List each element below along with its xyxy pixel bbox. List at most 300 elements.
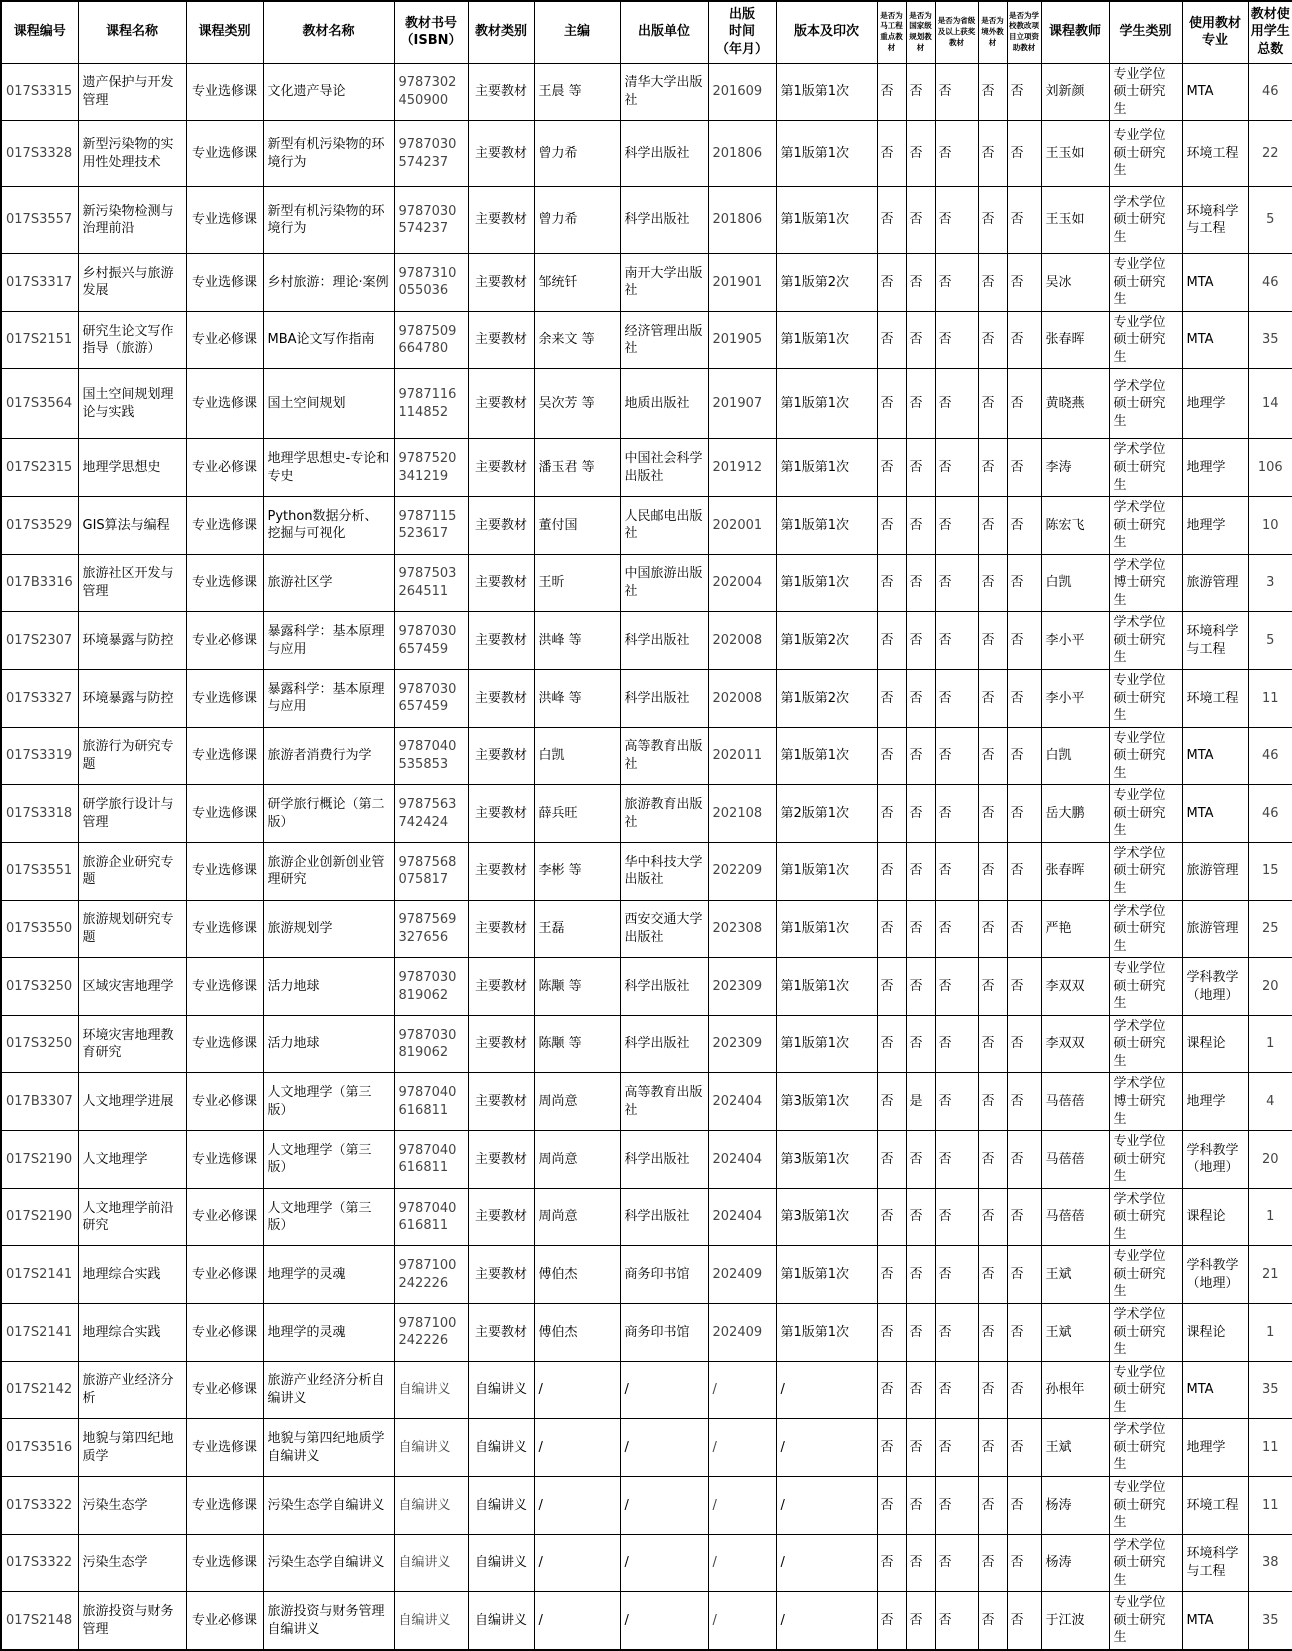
cell-teacher: 马蓓蓓	[1041, 1131, 1109, 1189]
cell-q_national_plan: 否	[906, 1476, 935, 1534]
cell-q_national_plan: 否	[906, 1534, 935, 1592]
cell-edition: 第3版第1次	[776, 1073, 877, 1131]
cell-q_overseas: 否	[978, 439, 1007, 497]
cell-q_reform_fund: 否	[1007, 1534, 1041, 1592]
cell-course_type: 专业必修课	[186, 612, 263, 670]
cell-q_overseas: 否	[978, 1015, 1007, 1073]
cell-teacher: 白凯	[1041, 554, 1109, 612]
cell-total: 5	[1248, 612, 1292, 670]
cell-major: MTA	[1182, 1592, 1248, 1650]
cell-isbn: 9787030819062	[394, 958, 468, 1016]
cell-book_name: 文化遗产导论	[263, 63, 394, 121]
table-row	[1, 369, 1292, 439]
cell-q_award: 否	[935, 63, 978, 121]
cell-isbn: 自编讲义	[394, 1592, 468, 1650]
cell-major: 环境科学与工程	[1182, 187, 1248, 254]
table-row	[1, 63, 1292, 121]
cell-q_award: 否	[935, 900, 978, 958]
table-row	[1, 1476, 1292, 1534]
cell-book_type: 主要教材	[468, 187, 534, 254]
cell-teacher: 王玉如	[1041, 187, 1109, 254]
cell-student_type: 专业学位硕士研究生	[1109, 1476, 1182, 1534]
cell-q_overseas: 否	[978, 1361, 1007, 1419]
cell-teacher: 李双双	[1041, 958, 1109, 1016]
cell-editor: 王晨 等	[534, 63, 620, 121]
cell-code: 017S2307	[1, 612, 78, 670]
cell-publisher: 高等教育出版社	[620, 727, 708, 785]
cell-teacher: 张春晖	[1041, 311, 1109, 369]
cell-course_name: 污染生态学	[78, 1534, 186, 1592]
cell-q_award: 否	[935, 1361, 978, 1419]
cell-code: 017S3529	[1, 497, 78, 555]
cell-isbn: 9787115523617	[394, 497, 468, 555]
cell-publisher: 科学出版社	[620, 121, 708, 187]
cell-isbn: 9787302450900	[394, 63, 468, 121]
cell-publisher: /	[620, 1419, 708, 1477]
cell-book_name: 研学旅行概论（第二版）	[263, 785, 394, 843]
cell-teacher: 杨涛	[1041, 1534, 1109, 1592]
cell-q_overseas: 否	[978, 497, 1007, 555]
cell-major: MTA	[1182, 727, 1248, 785]
cell-edition: /	[776, 1419, 877, 1477]
cell-book_name: 暴露科学：基本原理与应用	[263, 612, 394, 670]
cell-code: 017S3250	[1, 958, 78, 1016]
cell-q_overseas: 否	[978, 254, 1007, 312]
cell-course_type: 专业选修课	[186, 187, 263, 254]
cell-code: 017S3328	[1, 121, 78, 187]
cell-q_award: 否	[935, 369, 978, 439]
cell-q_overseas: 否	[978, 612, 1007, 670]
cell-publisher: 经济管理出版社	[620, 311, 708, 369]
cell-edition: 第1版第1次	[776, 311, 877, 369]
cell-book_name: 暴露科学：基本原理与应用	[263, 669, 394, 727]
cell-isbn: 9787030819062	[394, 1015, 468, 1073]
cell-q_award: 否	[935, 669, 978, 727]
cell-course_name: 环境灾害地理教育研究	[78, 1015, 186, 1073]
cell-book_type: 自编讲义	[468, 1361, 534, 1419]
cell-total: 21	[1248, 1246, 1292, 1304]
cell-book_type: 主要教材	[468, 1246, 534, 1304]
cell-q_award: 否	[935, 1534, 978, 1592]
cell-code: 017S3516	[1, 1419, 78, 1477]
cell-book_type: 主要教材	[468, 958, 534, 1016]
cell-q_overseas: 否	[978, 958, 1007, 1016]
cell-student_type: 学术学位硕士研究生	[1109, 1419, 1182, 1477]
cell-book_name: 新型有机污染物的环境行为	[263, 187, 394, 254]
cell-q_national_plan: 否	[906, 1419, 935, 1477]
cell-total: 10	[1248, 497, 1292, 555]
cell-course_name: 人文地理学	[78, 1131, 186, 1189]
cell-q_award: 否	[935, 1246, 978, 1304]
cell-major: 地理学	[1182, 369, 1248, 439]
cell-q_ma_project: 否	[877, 900, 906, 958]
cell-q_national_plan: 否	[906, 1304, 935, 1362]
cell-course_type: 专业选修课	[186, 1015, 263, 1073]
cell-q_reform_fund: 否	[1007, 785, 1041, 843]
cell-edition: 第1版第2次	[776, 669, 877, 727]
cell-student_type: 学术学位博士研究生	[1109, 1073, 1182, 1131]
cell-q_award: 否	[935, 311, 978, 369]
cell-student_type: 专业学位硕士研究生	[1109, 958, 1182, 1016]
cell-isbn: 9787100242226	[394, 1246, 468, 1304]
cell-editor: /	[534, 1419, 620, 1477]
table-row	[1, 785, 1292, 843]
cell-code: 017S2315	[1, 439, 78, 497]
cell-edition: 第1版第1次	[776, 187, 877, 254]
cell-course_type: 专业选修课	[186, 727, 263, 785]
cell-course_name: 旅游行为研究专题	[78, 727, 186, 785]
cell-q_ma_project: 否	[877, 669, 906, 727]
cell-book_type: 主要教材	[468, 63, 534, 121]
cell-q_award: 否	[935, 187, 978, 254]
cell-student_type: 学术学位硕士研究生	[1109, 1188, 1182, 1246]
cell-q_reform_fund: 否	[1007, 554, 1041, 612]
cell-edition: 第1版第2次	[776, 254, 877, 312]
cell-q_award: 否	[935, 1015, 978, 1073]
cell-q_reform_fund: 否	[1007, 842, 1041, 900]
cell-course_type: 专业选修课	[186, 1419, 263, 1477]
cell-q_national_plan: 否	[906, 254, 935, 312]
cell-edition: 第1版第1次	[776, 1246, 877, 1304]
cell-major: 环境科学与工程	[1182, 1534, 1248, 1592]
cell-q_overseas: 否	[978, 187, 1007, 254]
table-row	[1, 554, 1292, 612]
cell-code: 017S2142	[1, 1361, 78, 1419]
cell-total: 106	[1248, 439, 1292, 497]
cell-student_type: 学术学位硕士研究生	[1109, 900, 1182, 958]
table-row	[1, 900, 1292, 958]
cell-editor: 周尚意	[534, 1131, 620, 1189]
cell-q_overseas: 否	[978, 785, 1007, 843]
cell-q_ma_project: 否	[877, 121, 906, 187]
cell-pub_date: /	[708, 1476, 776, 1534]
cell-student_type: 学术学位硕士研究生	[1109, 1304, 1182, 1362]
cell-student_type: 专业学位硕士研究生	[1109, 1361, 1182, 1419]
column-header-total: 教材使 用学生 总数	[1248, 1, 1292, 63]
cell-q_award: 否	[935, 727, 978, 785]
cell-book_name: MBA论文写作指南	[263, 311, 394, 369]
cell-pub_date: 202409	[708, 1246, 776, 1304]
cell-q_reform_fund: 否	[1007, 369, 1041, 439]
cell-major: MTA	[1182, 311, 1248, 369]
cell-course_type: 专业选修课	[186, 1534, 263, 1592]
cell-edition: 第1版第1次	[776, 958, 877, 1016]
cell-course_name: GIS算法与编程	[78, 497, 186, 555]
cell-book_name: 旅游企业创新创业管理研究	[263, 842, 394, 900]
cell-edition: 第1版第1次	[776, 121, 877, 187]
cell-isbn: 自编讲义	[394, 1534, 468, 1592]
cell-course_type: 专业选修课	[186, 1131, 263, 1189]
column-header-course_type: 课程类别	[186, 1, 263, 63]
cell-publisher: 科学出版社	[620, 187, 708, 254]
cell-isbn: 9787116114852	[394, 369, 468, 439]
cell-q_reform_fund: 否	[1007, 900, 1041, 958]
cell-course_name: 污染生态学	[78, 1476, 186, 1534]
cell-edition: /	[776, 1361, 877, 1419]
cell-total: 5	[1248, 187, 1292, 254]
cell-course_name: 旅游社区开发与管理	[78, 554, 186, 612]
cell-code: 017S2190	[1, 1188, 78, 1246]
cell-course_name: 旅游投资与财务管理	[78, 1592, 186, 1650]
cell-q_reform_fund: 否	[1007, 63, 1041, 121]
cell-total: 11	[1248, 669, 1292, 727]
column-header-pub_date: 出版 时间 （年月）	[708, 1, 776, 63]
cell-course_type: 专业选修课	[186, 900, 263, 958]
cell-course_name: 新污染物检测与治理前沿	[78, 187, 186, 254]
cell-q_ma_project: 否	[877, 187, 906, 254]
cell-q_award: 否	[935, 1592, 978, 1650]
cell-q_ma_project: 否	[877, 958, 906, 1016]
cell-code: 017S3322	[1, 1534, 78, 1592]
cell-pub_date: 202004	[708, 554, 776, 612]
cell-q_overseas: 否	[978, 727, 1007, 785]
cell-q_overseas: 否	[978, 1073, 1007, 1131]
cell-major: 地理学	[1182, 1419, 1248, 1477]
cell-q_reform_fund: 否	[1007, 727, 1041, 785]
cell-q_reform_fund: 否	[1007, 1592, 1041, 1650]
cell-pub_date: 202108	[708, 785, 776, 843]
cell-book_name: 国土空间规划	[263, 369, 394, 439]
cell-isbn: 9787030657459	[394, 612, 468, 670]
cell-course_type: 专业选修课	[186, 1476, 263, 1534]
cell-isbn: 9787040616811	[394, 1188, 468, 1246]
cell-major: 学科教学（地理）	[1182, 958, 1248, 1016]
cell-editor: 潘玉君 等	[534, 439, 620, 497]
table-row	[1, 187, 1292, 254]
cell-teacher: 吴冰	[1041, 254, 1109, 312]
cell-q_reform_fund: 否	[1007, 439, 1041, 497]
column-header-q_reform_fund: 是否为学校教改项目立项资助教材	[1007, 1, 1041, 63]
cell-book_name: 新型有机污染物的环境行为	[263, 121, 394, 187]
table-row	[1, 497, 1292, 555]
cell-course_type: 专业必修课	[186, 1188, 263, 1246]
cell-course_name: 地理综合实践	[78, 1246, 186, 1304]
column-header-q_overseas: 是否为境外教材	[978, 1, 1007, 63]
cell-publisher: 商务印书馆	[620, 1246, 708, 1304]
cell-q_ma_project: 否	[877, 1534, 906, 1592]
table-row	[1, 1534, 1292, 1592]
cell-book_type: 主要教材	[468, 1073, 534, 1131]
cell-code: 017S3322	[1, 1476, 78, 1534]
table-row	[1, 254, 1292, 312]
cell-q_ma_project: 否	[877, 369, 906, 439]
cell-book_name: 地理学的灵魂	[263, 1304, 394, 1362]
cell-q_overseas: 否	[978, 1131, 1007, 1189]
cell-major: 环境工程	[1182, 1476, 1248, 1534]
cell-book_type: 自编讲义	[468, 1476, 534, 1534]
cell-q_award: 否	[935, 612, 978, 670]
cell-teacher: 李涛	[1041, 439, 1109, 497]
cell-course_type: 专业必修课	[186, 1361, 263, 1419]
cell-q_national_plan: 否	[906, 900, 935, 958]
cell-q_overseas: 否	[978, 369, 1007, 439]
cell-book_name: 活力地球	[263, 1015, 394, 1073]
cell-course_type: 专业必修课	[186, 1304, 263, 1362]
cell-edition: 第1版第1次	[776, 1304, 877, 1362]
cell-q_award: 否	[935, 1304, 978, 1362]
cell-book_type: 主要教材	[468, 1188, 534, 1246]
cell-student_type: 专业学位硕士研究生	[1109, 1246, 1182, 1304]
cell-q_ma_project: 否	[877, 1073, 906, 1131]
cell-q_ma_project: 否	[877, 554, 906, 612]
cell-code: 017B3307	[1, 1073, 78, 1131]
cell-q_overseas: 否	[978, 1419, 1007, 1477]
cell-major: 旅游管理	[1182, 900, 1248, 958]
cell-q_ma_project: 否	[877, 63, 906, 121]
cell-teacher: 岳大鹏	[1041, 785, 1109, 843]
cell-course_name: 旅游产业经济分析	[78, 1361, 186, 1419]
cell-total: 46	[1248, 727, 1292, 785]
cell-editor: 周尚意	[534, 1188, 620, 1246]
cell-student_type: 学术学位硕士研究生	[1109, 187, 1182, 254]
cell-pub_date: 202001	[708, 497, 776, 555]
cell-q_national_plan: 否	[906, 439, 935, 497]
cell-course_name: 乡村振兴与旅游发展	[78, 254, 186, 312]
cell-pub_date: 202404	[708, 1073, 776, 1131]
cell-edition: 第1版第1次	[776, 727, 877, 785]
cell-publisher: 中国旅游出版社	[620, 554, 708, 612]
cell-course_name: 人文地理学进展	[78, 1073, 186, 1131]
cell-total: 20	[1248, 1131, 1292, 1189]
cell-q_national_plan: 否	[906, 497, 935, 555]
cell-edition: 第1版第1次	[776, 63, 877, 121]
cell-course_name: 环境暴露与防控	[78, 669, 186, 727]
cell-teacher: 李双双	[1041, 1015, 1109, 1073]
cell-q_national_plan: 否	[906, 1015, 935, 1073]
cell-total: 1	[1248, 1304, 1292, 1362]
cell-q_reform_fund: 否	[1007, 669, 1041, 727]
table-row	[1, 1361, 1292, 1419]
cell-edition: 第3版第1次	[776, 1131, 877, 1189]
cell-isbn: 9787503264511	[394, 554, 468, 612]
cell-book_name: 旅游规划学	[263, 900, 394, 958]
cell-code: 017S3550	[1, 900, 78, 958]
cell-publisher: 清华大学出版社	[620, 63, 708, 121]
cell-total: 15	[1248, 842, 1292, 900]
cell-teacher: 孙根年	[1041, 1361, 1109, 1419]
cell-publisher: /	[620, 1361, 708, 1419]
cell-publisher: 科学出版社	[620, 1188, 708, 1246]
cell-major: 旅游管理	[1182, 842, 1248, 900]
cell-q_reform_fund: 否	[1007, 1419, 1041, 1477]
cell-editor: 薛兵旺	[534, 785, 620, 843]
column-header-teacher: 课程教师	[1041, 1, 1109, 63]
cell-q_award: 否	[935, 1476, 978, 1534]
cell-teacher: 王斌	[1041, 1419, 1109, 1477]
cell-book_name: 地貌与第四纪地质学自编讲义	[263, 1419, 394, 1477]
cell-pub_date: /	[708, 1592, 776, 1650]
cell-total: 1	[1248, 1015, 1292, 1073]
cell-code: 017S3327	[1, 669, 78, 727]
cell-pub_date: 202404	[708, 1188, 776, 1246]
table-row	[1, 612, 1292, 670]
table-row	[1, 1131, 1292, 1189]
cell-book_type: 自编讲义	[468, 1592, 534, 1650]
cell-edition: /	[776, 1534, 877, 1592]
cell-pub_date: 202308	[708, 900, 776, 958]
cell-book_name: 污染生态学自编讲义	[263, 1534, 394, 1592]
table-row	[1, 121, 1292, 187]
cell-editor: 李彬 等	[534, 842, 620, 900]
cell-isbn: 自编讲义	[394, 1419, 468, 1477]
cell-course_type: 专业选修课	[186, 121, 263, 187]
cell-q_overseas: 否	[978, 554, 1007, 612]
cell-teacher: 马蓓蓓	[1041, 1073, 1109, 1131]
cell-edition: 第2版第1次	[776, 785, 877, 843]
cell-course_name: 新型污染物的实用性处理技术	[78, 121, 186, 187]
column-header-code: 课程编号	[1, 1, 78, 63]
cell-pub_date: 202209	[708, 842, 776, 900]
cell-isbn: 9787509664780	[394, 311, 468, 369]
cell-q_ma_project: 否	[877, 497, 906, 555]
cell-q_reform_fund: 否	[1007, 1131, 1041, 1189]
cell-student_type: 专业学位硕士研究生	[1109, 785, 1182, 843]
cell-edition: 第1版第1次	[776, 439, 877, 497]
cell-major: MTA	[1182, 785, 1248, 843]
cell-teacher: 李小平	[1041, 669, 1109, 727]
cell-book_name: 污染生态学自编讲义	[263, 1476, 394, 1534]
column-header-major: 使用教材专业	[1182, 1, 1248, 63]
cell-book_type: 主要教材	[468, 497, 534, 555]
cell-pub_date: 202404	[708, 1131, 776, 1189]
cell-book_name: 旅游者消费行为学	[263, 727, 394, 785]
cell-course_type: 专业选修课	[186, 254, 263, 312]
cell-code: 017S3319	[1, 727, 78, 785]
cell-student_type: 专业学位硕士研究生	[1109, 669, 1182, 727]
table-row	[1, 439, 1292, 497]
column-header-publisher: 出版单位	[620, 1, 708, 63]
cell-teacher: 张春晖	[1041, 842, 1109, 900]
cell-course_name: 遗产保护与开发管理	[78, 63, 186, 121]
cell-book_type: 主要教材	[468, 842, 534, 900]
cell-q_overseas: 否	[978, 669, 1007, 727]
cell-code: 017S3564	[1, 369, 78, 439]
cell-book_type: 主要教材	[468, 439, 534, 497]
cell-teacher: 杨涛	[1041, 1476, 1109, 1534]
cell-q_national_plan: 否	[906, 785, 935, 843]
cell-editor: 白凯	[534, 727, 620, 785]
cell-total: 35	[1248, 311, 1292, 369]
cell-isbn: 9787310055036	[394, 254, 468, 312]
cell-q_ma_project: 否	[877, 1419, 906, 1477]
cell-isbn: 自编讲义	[394, 1361, 468, 1419]
cell-total: 3	[1248, 554, 1292, 612]
cell-code: 017S2141	[1, 1246, 78, 1304]
cell-q_ma_project: 否	[877, 1131, 906, 1189]
cell-publisher: 科学出版社	[620, 1015, 708, 1073]
cell-major: 课程论	[1182, 1304, 1248, 1362]
cell-total: 11	[1248, 1476, 1292, 1534]
cell-course_type: 专业选修课	[186, 842, 263, 900]
cell-q_overseas: 否	[978, 900, 1007, 958]
cell-major: 环境工程	[1182, 669, 1248, 727]
cell-book_name: 人文地理学（第三版）	[263, 1073, 394, 1131]
cell-course_type: 专业必修课	[186, 439, 263, 497]
cell-q_reform_fund: 否	[1007, 1304, 1041, 1362]
cell-course_type: 专业选修课	[186, 369, 263, 439]
cell-pub_date: 202309	[708, 1015, 776, 1073]
cell-book_name: 人文地理学（第三版）	[263, 1131, 394, 1189]
cell-student_type: 专业学位硕士研究生	[1109, 311, 1182, 369]
cell-editor: 王昕	[534, 554, 620, 612]
cell-editor: /	[534, 1361, 620, 1419]
cell-q_ma_project: 否	[877, 254, 906, 312]
cell-edition: 第1版第1次	[776, 369, 877, 439]
cell-student_type: 专业学位硕士研究生	[1109, 121, 1182, 187]
cell-book_type: 主要教材	[468, 121, 534, 187]
cell-course_name: 旅游规划研究专题	[78, 900, 186, 958]
cell-student_type: 专业学位硕士研究生	[1109, 254, 1182, 312]
